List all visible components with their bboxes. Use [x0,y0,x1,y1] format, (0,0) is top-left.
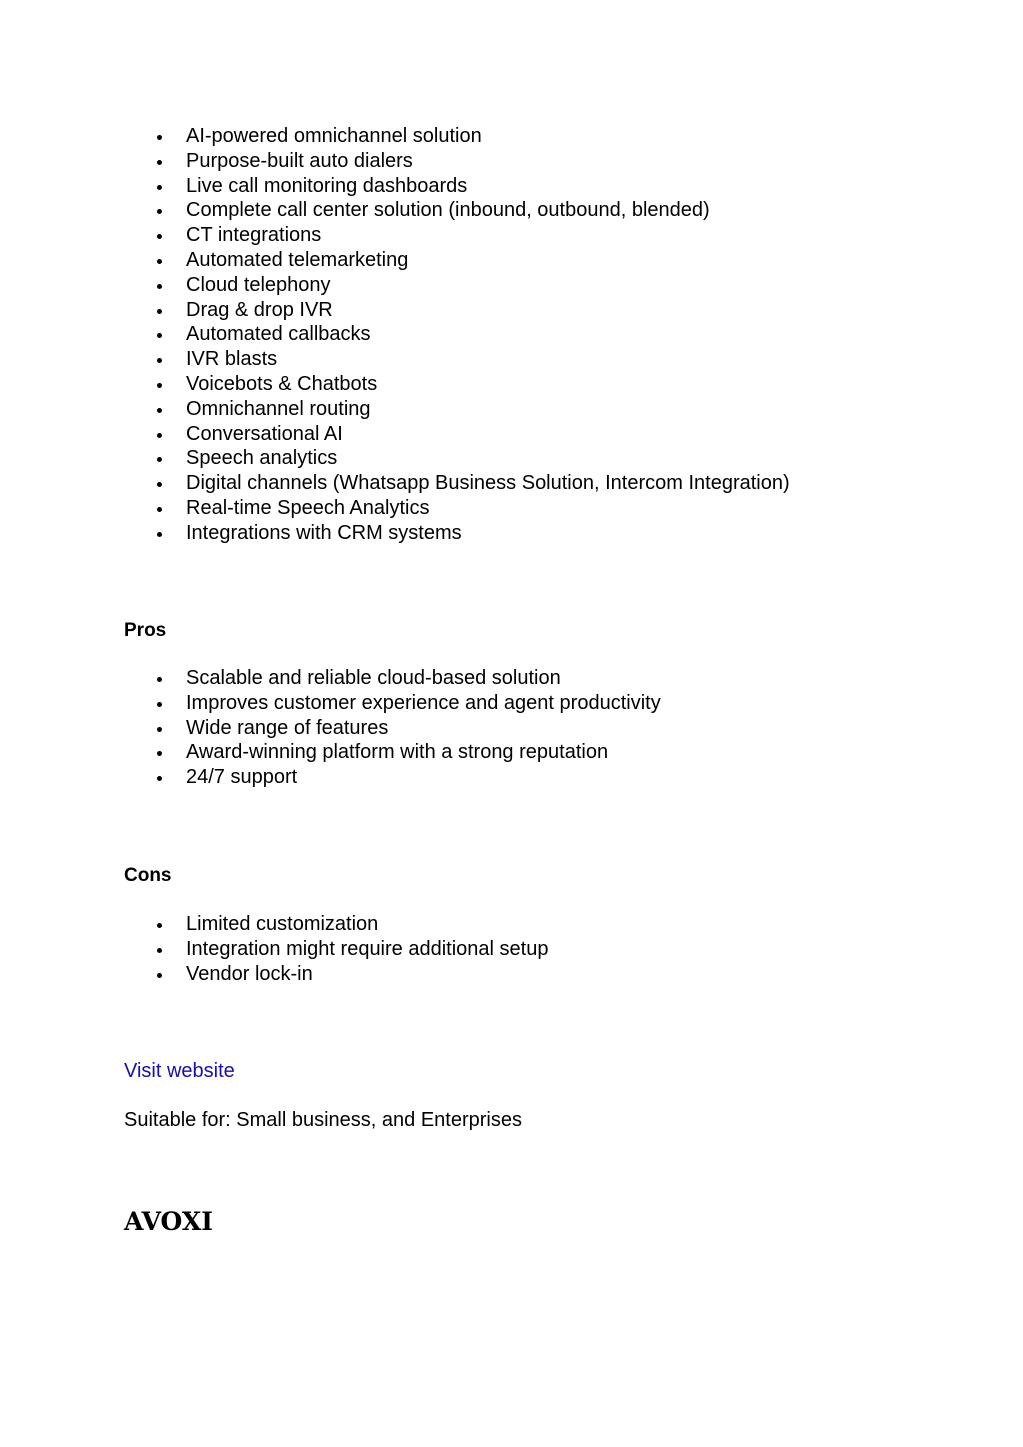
feature-item: Automated telemarketing [124,248,790,273]
pros-heading: Pros [124,620,167,641]
visit-website-link[interactable]: Visit website [124,1060,235,1082]
cons-heading: Cons [124,865,172,886]
feature-item: Voicebots & Chatbots [124,372,790,397]
pros-item: 24/7 support [124,765,661,790]
feature-item: Integrations with CRM systems [124,521,790,546]
cons-list [124,912,548,986]
feature-item: Automated callbacks [124,322,790,347]
feature-item: Purpose-built auto dialers [124,149,790,174]
feature-item: CT integrations [124,223,790,248]
cons-item: Integration might require additional setup [124,937,548,962]
pros-item: Wide range of features [124,716,661,741]
feature-item: IVR blasts [124,347,790,372]
pros-item: Award-winning platform with a strong reputation [124,740,661,765]
feature-item: Drag & drop IVR [124,298,790,323]
feature-item: Complete call center solution (inbound, outbound, blended) [124,198,790,223]
feature-item: Live call monitoring dashboards [124,174,790,199]
suitable-for-text: Suitable for: Small business, and Enterprises [124,1109,522,1131]
feature-item: Digital channels (Whatsapp Business Solution, Intercom Integration) [124,471,790,496]
feature-item: Conversational AI [124,422,790,447]
pros-list [124,666,661,790]
cons-item: Vendor lock-in [124,962,548,987]
feature-item: Real-time Speech Analytics [124,496,790,521]
pros-item: Scalable and reliable cloud-based solution [124,666,661,691]
features-list [124,124,790,546]
feature-item: AI-powered omnichannel solution [124,124,790,149]
section-title: AVOXI [124,1207,213,1236]
pros-item: Improves customer experience and agent productivity [124,691,661,716]
cons-item: Limited customization [124,912,548,937]
feature-item: Cloud telephony [124,273,790,298]
feature-item: Speech analytics [124,446,790,471]
feature-item: Omnichannel routing [124,397,790,422]
